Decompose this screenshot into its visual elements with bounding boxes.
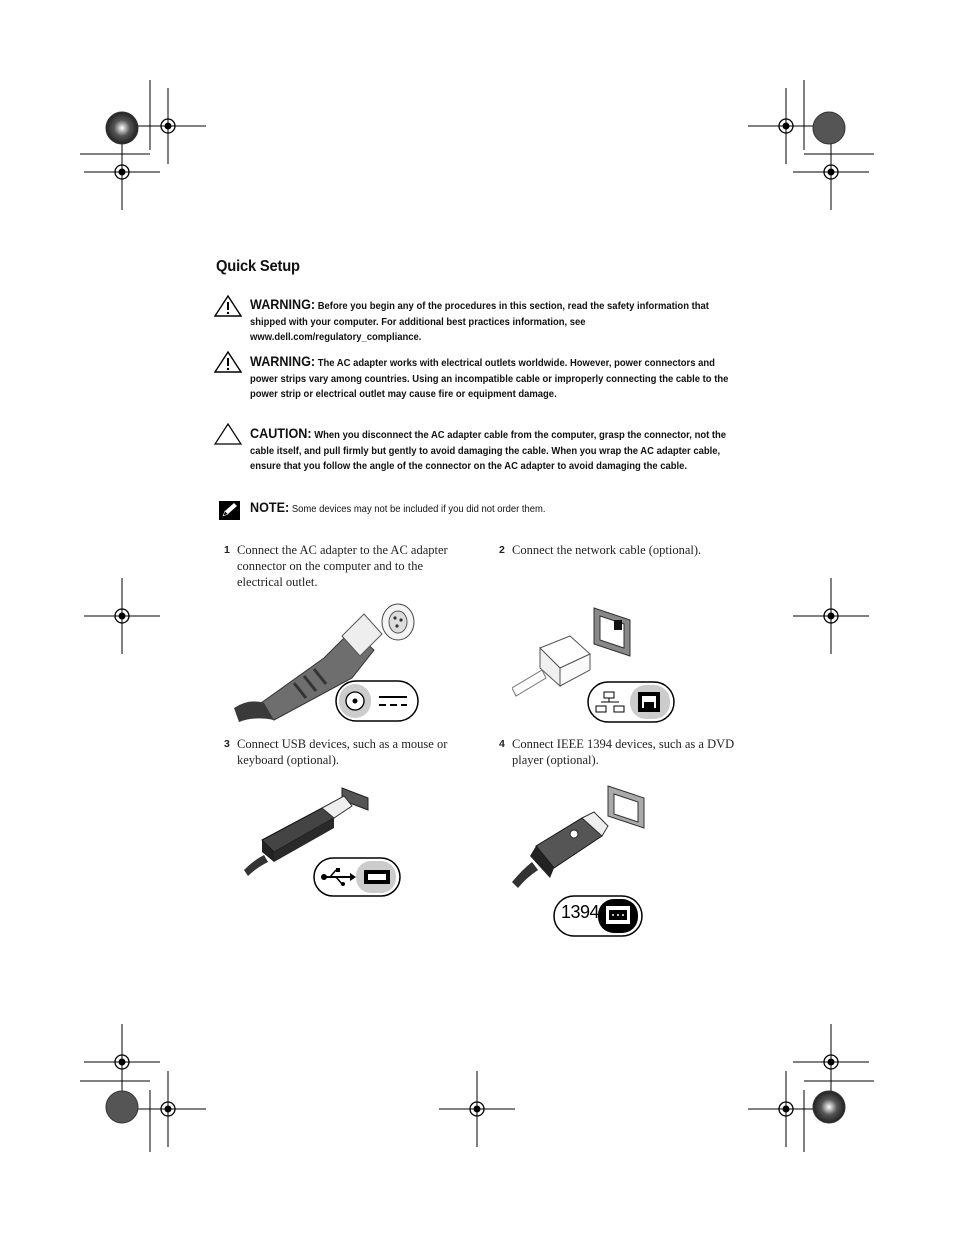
- warning-triangle-icon: [214, 350, 242, 374]
- notice-text: The AC adapter works with electrical outlets worldwide. However, power connectors and power strips vary among countries. Using an incompatible cable or improperly connecting the cable to the power strip or electrical outlet may cause fire or equipment damage.: [250, 357, 729, 401]
- notice-label: WARNING:: [250, 296, 316, 312]
- step-3: [224, 737, 462, 769]
- warning-notice: [250, 354, 741, 403]
- note-pencil-icon: [218, 500, 242, 522]
- usb-illustration: [234, 780, 414, 900]
- step-text: Connect USB devices, such as a mouse or keyboard (optional).: [237, 737, 448, 767]
- step-number: 1: [224, 544, 230, 556]
- warning-notice: [250, 297, 741, 346]
- notice-label: WARNING:: [250, 353, 316, 369]
- step-4: [499, 737, 737, 769]
- notice-text: When you disconnect the AC adapter cable from the computer, grasp the connector, not the cable itself, and pull firmly but gently to avoid damaging the cable. When you wrap the AC adapter cable, ensure that you follow the angle of the connector on the AC adapter to avoid damaging the cable.: [250, 429, 727, 473]
- notice-label: NOTE:: [250, 499, 290, 515]
- step-number: 3: [224, 738, 230, 750]
- notice-text: Some devices may not be included if you did not order them.: [291, 503, 546, 515]
- step-text: Connect IEEE 1394 devices, such as a DVD player (optional).: [512, 737, 735, 767]
- step-number: 2: [499, 544, 505, 556]
- ieee1394-badge-label: 1394: [561, 902, 600, 922]
- notice-label: CAUTION:: [250, 425, 312, 441]
- page-title: Quick Setup: [216, 258, 300, 275]
- step-1: [224, 543, 462, 590]
- step-number: 4: [499, 738, 505, 750]
- caution-triangle-icon: [214, 422, 242, 446]
- step-text: Connect the network cable (optional).: [512, 543, 702, 557]
- step-text: Connect the AC adapter to the AC adapter connector on the computer and to the electrical outlet.: [237, 543, 448, 589]
- network-cable-illustration: [512, 598, 692, 728]
- step-2: [499, 543, 737, 559]
- notice-text: Before you begin any of the procedures in this section, read the safety information that shipped with your computer. For additional best practices information, see www.dell.com/regulatory_compliance.: [250, 300, 709, 344]
- caution-notice: [250, 426, 741, 475]
- note-notice: [250, 500, 741, 518]
- warning-triangle-icon: [214, 294, 242, 318]
- ac-adapter-illustration: [234, 598, 434, 728]
- ieee1394-illustration: [512, 782, 692, 942]
